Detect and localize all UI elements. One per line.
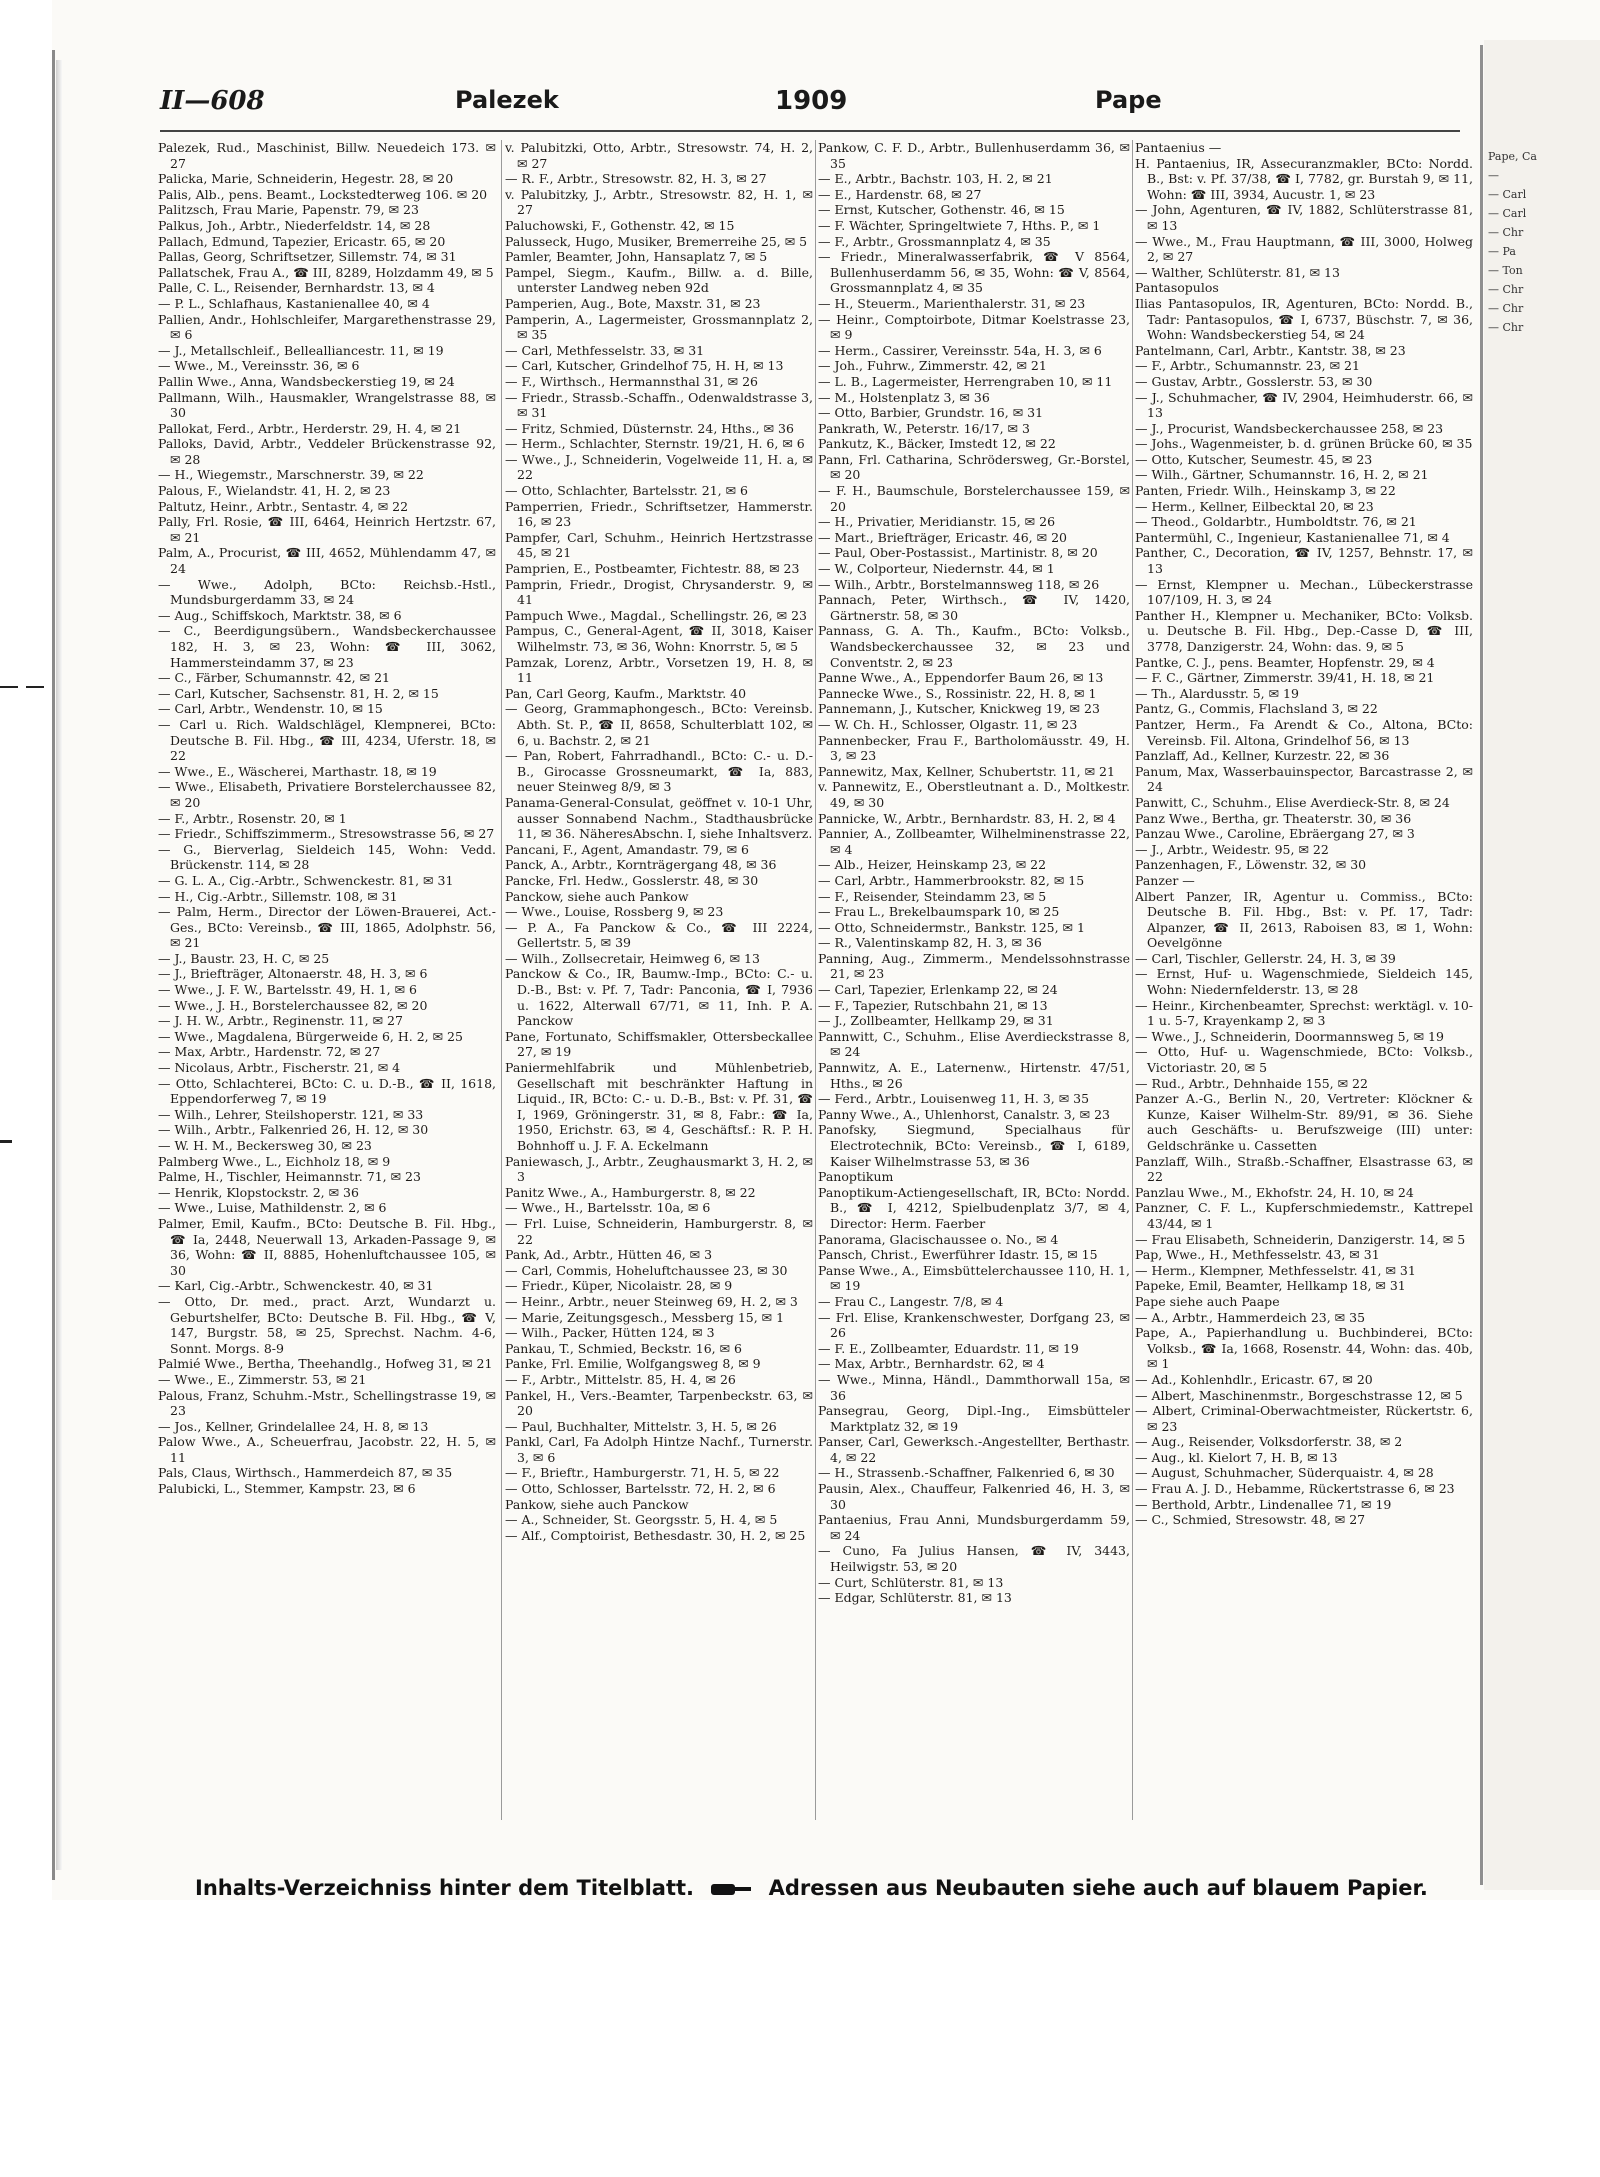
directory-entry: — F., Arbtr., Schumannstr. 23, ✉ 21 [1135,358,1360,374]
facing-page-text: — Pa [1488,245,1516,258]
margin-mark [0,1140,12,1143]
facing-page-text: — Chr [1488,283,1524,296]
directory-entry: — M., Holstenplatz 3, ✉ 36 [818,389,990,405]
directory-entry: Pallach, Edmund, Tapezier, Ericastr. 65, ✉ 20 [158,233,446,249]
directory-entry: — F. C., Gärtner, Zimmerstr. 39/41, H. 18, ✉ 21 [1135,670,1435,686]
facing-page-text: — Chr [1488,302,1524,315]
directory-entry: Palow Wwe., A., Scheuerfrau, Jacobstr. 22, H. 5, ✉ 11 [158,1434,496,1465]
directory-entry: — G. L. A., Cig.-Arbtr., Schwenckestr. 81, ✉ 31 [158,872,454,888]
directory-entry: — F., Wirthsch., Hermannsthal 31, ✉ 26 [505,373,758,389]
directory-entry: — Albert, Criminal-Oberwachtmeister, Rückertstr. 6, ✉ 23 [1135,1403,1473,1434]
directory-entry: — Otto, Barbier, Grundstr. 16, ✉ 31 [818,405,1044,421]
binding-edge [52,50,55,1880]
directory-entry: Pancke, Frl. Hedw., Gosslerstr. 48, ✉ 30 [505,872,759,888]
directory-entry: — F. E., Zollbeamter, Eduardstr. 11, ✉ 19 [818,1340,1079,1356]
directory-entry: — H., Strassenb.-Schaffner, Falkenried 6, ✉ 30 [818,1465,1115,1481]
directory-entry: Panz Wwe., Bertha, gr. Theaterstr. 30, ✉ 36 [1135,810,1412,826]
directory-entry: Pankel, H., Vers.-Beamter, Tarpenbeckstr. 63, ✉ 20 [505,1387,813,1419]
directory-entry: — Herm., Klempner, Methfesselstr. 41, ✉ 31 [1135,1262,1416,1278]
directory-entry: Paniermehlfabrik und Mühlenbetrieb, Gesellschaft mit beschränkter Haftung in Liquid., IR, BCto: C.- u. D.-B., Bst: v. Pf. 31, ☎ I, 1969, Gröningerstr. 31, ✉ 8, Fabr.: ☎ Ia, 1950, Erichstr. 63, ✉ 4, Geschäftsf.: R. P. H. Bohnhoff u. J. F. A. Eckelmann [505,1060,813,1153]
directory-entry: Pankrath, W., Peterstr. 16/17, ✉ 3 [818,420,1030,436]
directory-entry: Pannach, Peter, Wirthsch., ☎ IV, 1420, Gärtnerstr. 58, ✉ 30 [818,592,1130,623]
directory-entry: — Carl, Tischler, Gellerstr. 24, H. 3, ✉ 39 [1135,950,1396,966]
directory-entry: — Wwe., M., Vereinsstr. 36, ✉ 6 [158,358,360,374]
directory-entry: Pantaenius — [1135,140,1222,155]
facing-page-text: — Chr [1488,226,1524,239]
directory-entry: — Heinr., Kirchenbeamter, Sprechst: werktägl. v. 10-1 u. 5-7, Krayenkamp 2, ✉ 3 [1135,997,1473,1029]
directory-entry: Palmié Wwe., Bertha, Theehandlg., Hofweg 31, ✉ 21 [158,1356,493,1372]
directory-entry: — E., Arbtr., Bachstr. 103, H. 2, ✉ 21 [818,171,1053,187]
directory-entry: Pancani, F., Agent, Amandastr. 79, ✉ 6 [505,841,749,857]
directory-entry: Palm, A., Procurist, ☎ III, 4652, Mühlendamm 47, ✉ 24 [158,545,496,577]
running-header [160,86,1465,126]
directory-entry: — Wwe., Elisabeth, Privatiere Borstelerchaussee 82, ✉ 20 [158,779,496,810]
bottom-margin [0,1900,1600,2177]
directory-entry: — Wilh., Arbtr., Falkenried 26, H. 12, ✉ 30 [158,1122,429,1138]
directory-entry: Pals, Claus, Wirthsch., Hammerdeich 87, ✉ 35 [158,1465,453,1481]
directory-entry: — J., Zollbeamter, Hellkamp 29, ✉ 31 [818,1013,1054,1029]
directory-entry: Palme, H., Tischler, Heimannstr. 71, ✉ 23 [158,1169,421,1185]
directory-entry: — J. H. W., Arbtr., Reginenstr. 11, ✉ 27 [158,1013,403,1029]
footer-index-note: Inhalts-Verzeichniss hinter dem Titelblatt. [195,1876,695,1900]
directory-entry: Panum, Max, Wasserbauinspector, Barcastrasse 2, ✉ 24 [1135,763,1473,795]
directory-entry: — John, Agenturen, ☎ IV, 1882, Schlüterstrasse 81, ✉ 13 [1135,202,1473,233]
directory-entry: — E., Hardenstr. 68, ✉ 27 [818,186,982,202]
directory-entry: Palezek, Rud., Maschinist, Billw. Neuedeich 173. ✉ 27 [158,140,496,171]
directory-entry: — F. H., Baumschule, Borstelerchaussee 159, ✉ 20 [818,483,1130,514]
directory-entry: — R., Valentinskamp 82, H. 3, ✉ 36 [818,935,1042,951]
directory-entry: Palkus, Joh., Arbtr., Niederfeldstr. 14, ✉ 28 [158,217,431,233]
directory-entry: — Ernst, Kutscher, Gothenstr. 46, ✉ 15 [818,202,1065,218]
directory-entry: Pamzak, Lorenz, Arbtr., Vorsetzen 19, H. 8, ✉ 11 [505,654,813,686]
directory-entry: Pampfer, Carl, Schuhm., Heinrich Hertzstrasse 45, ✉ 21 [505,529,813,561]
directory-entry: Pallien, Andr., Hohlschleifer, Margarethenstrasse 29, ✉ 6 [158,311,496,343]
directory-entry: Pamprin, Friedr., Drogist, Chrysanderstr. 9, ✉ 41 [505,576,813,608]
directory-entry: — Wwe., J. F. W., Bartelsstr. 49, H. 1, ✉ 6 [158,982,418,998]
left-margin [0,0,52,2177]
directory-entry: — R. F., Arbtr., Stresowstr. 82, H. 3, ✉ 27 [505,171,767,187]
directory-entry: — L. B., Lagermeister, Herrengraben 10, ✉ 11 [818,373,1113,389]
margin-mark [0,686,18,688]
directory-entry: — Wilh., Lehrer, Steilshoperstr. 121, ✉ 33 [158,1106,424,1122]
directory-entry: — Alf., Comptoirist, Bethesdastr. 30, H. 2, ✉ 25 [505,1527,806,1543]
directory-entry: Panzlaff, Ad., Kellner, Kurzestr. 22, ✉ 36 [1135,748,1390,764]
directory-entry: — Wwe., Luise, Mathildenstr. 2, ✉ 6 [158,1200,387,1216]
directory-entry: Pannwitt, C., Schuhm., Elise Averdieckstrasse 8, ✉ 24 [818,1028,1130,1060]
facing-page-text: — Carl [1488,188,1527,201]
directory-entry: — Walther, Schlüterstr. 81, ✉ 13 [1135,264,1340,280]
binding-shadow [56,60,62,1870]
directory-entry: — F., Tapezier, Rutschbahn 21, ✉ 13 [818,997,1048,1013]
directory-entry: — Friedr., Küper, Nicolaistr. 28, ✉ 9 [505,1278,733,1294]
directory-entry: — J., Procurist, Wandsbeckerchaussee 258, ✉ 23 [1135,420,1444,436]
directory-entry: — F., Brieftr., Hamburgerstr. 71, H. 5, ✉ 22 [505,1465,780,1481]
header-rule [160,130,1460,132]
directory-entry: — Otto, Schneidermstr., Bankstr. 125, ✉ 1 [818,919,1085,935]
directory-entry: — C., Färber, Schumannstr. 42, ✉ 21 [158,670,390,686]
directory-entry: — A., Arbtr., Hammerdeich 23, ✉ 35 [1135,1309,1366,1325]
directory-entry: — Wwe., Minna, Händl., Dammthorwall 15a, ✉ 36 [818,1371,1130,1403]
directory-entry: Panzer — [1135,872,1195,888]
directory-entry: — H., Wiegemstr., Marschnerstr. 39, ✉ 22 [158,467,424,483]
directory-entry: Pantke, C. J., pens. Beamter, Hopfenstr. 29, ✉ 4 [1135,654,1435,670]
directory-entry: — Herm., Kellner, Eilbecktal 20, ✉ 23 [1135,498,1374,514]
directory-entry: — Frl. Luise, Schneiderin, Hamburgerstr. 8, ✉ 22 [505,1215,813,1247]
directory-column-2 [505,140,813,1820]
directory-entry: Pantaenius, Frau Anni, Mundsburgerdamm 59, ✉ 24 [818,1512,1130,1543]
directory-column-1 [158,140,496,1820]
directory-entry: Pamler, Beamter, John, Hansaplatz 7, ✉ 5 [505,249,768,265]
directory-entry: — Otto, Dr. med., pract. Arzt, Wundarzt u. Geburtshelfer, BCto: Deutsche B. Fil. Hbg., ☎ V, 147, Burgstr. 58, ✉ 25, Sprechst. Nachm. 4-6, Sonnt. Morgs. 8-9 [158,1293,496,1356]
directory-entry: — Wwe., E., Zimmerstr. 53, ✉ 21 [158,1371,367,1387]
directory-entry: — Frau L., Brekelbaumspark 10, ✉ 25 [818,904,1060,920]
directory-entry: — F., Reisender, Steindamm 23, ✉ 5 [818,888,1047,904]
directory-entry: Pallmann, Wilh., Hausmakler, Wrangelstrasse 88, ✉ 30 [158,389,496,421]
column-divider [501,140,502,1820]
directory-entry: Palmberg Wwe., L., Eichholz 18, ✉ 9 [158,1153,391,1169]
directory-entry: Panck, A., Arbtr., Kornträgergang 48, ✉ 36 [505,857,777,873]
directory-entry: Pannewitz, Max, Kellner, Schubertstr. 11, ✉ 21 [818,763,1115,779]
directory-entry: — Georg, Grammaphongesch., BCto: Vereinsb. Abth. St. P., ☎ II, 8658, Schulterblatt 102, ✉ 6, u. Bachstr. 2, ✉ 21 [505,701,813,748]
header-year: 1909 [775,86,848,116]
directory-entry: Palloks, David, Arbtr., Veddeler Brückenstrasse 92, ✉ 28 [158,436,496,467]
directory-entry: — Nicolaus, Arbtr., Fischerstr. 21, ✉ 4 [158,1060,401,1076]
directory-entry: Paniewasch, J., Arbtr., Zeughausmarkt 3, H. 2, ✉ 3 [505,1153,813,1185]
directory-entry: — Aug., Schiffskoch, Marktstr. 38, ✉ 6 [158,607,402,623]
directory-entry: — Wwe., J. H., Borstelerchaussee 82, ✉ 20 [158,997,428,1013]
directory-entry: Pankow, C. F. D., Arbtr., Bullenhuserdamm 36, ✉ 35 [818,140,1130,171]
directory-entry: — Friedr., Schiffszimmerm., Stresowstrasse 56, ✉ 27 [158,826,495,842]
directory-entry: Panckow & Co., IR, Baumw.-Imp., BCto: C.- u. D.-B., Bst: v. Pf. 7, Tadr: Panconia, ☎ I, 7936 u. 1622, Alterwall 67/71, ✉ 11, Inh. P. A. Panckow [505,966,813,1029]
directory-entry: Pankl, Carl, Fa Adolph Hintze Nachf., Turnerstr. 3, ✉ 6 [505,1434,813,1465]
directory-entry: Panne Wwe., A., Eppendorfer Baum 26, ✉ 13 [818,670,1104,686]
directory-entry: — Aug., kl. Kielort 7, H. B, ✉ 13 [1135,1449,1338,1465]
directory-entry: Pantermühl, C., Ingenieur, Kastanienallee 71, ✉ 4 [1135,529,1450,545]
directory-entry: Pamperrien, Friedr., Schriftsetzer, Hammerstr. 16, ✉ 23 [505,498,813,530]
directory-entry: — Theod., Goldarbtr., Humboldtstr. 76, ✉ 21 [1135,514,1417,530]
directory-entry: Pansegrau, Georg, Dipl.-Ing., Eimsbütteler Marktplatz 32, ✉ 19 [818,1403,1130,1434]
directory-entry: — Albert, Maschinenmstr., Borgeschstrasse 12, ✉ 5 [1135,1387,1463,1403]
directory-entry: — Wilh., Zollsecretair, Heimweg 6, ✉ 13 [505,950,760,966]
directory-entry: — Otto, Schlosser, Bartelsstr. 72, H. 2, ✉ 6 [505,1481,776,1497]
directory-entry: Panser, Carl, Gewerksch.-Angestellter, Berthastr. 4, ✉ 22 [818,1434,1130,1465]
directory-entry: — Wilh., Packer, Hütten 124, ✉ 3 [505,1325,715,1341]
directory-entry: Albert Panzer, IR, Agentur u. Commiss., BCto: Deutsche B. Fil. Hbg., Bst: v. Pf. 17, Tadr: Alpanzer, ☎ II, 2613, Raboisen 83, ✉ 1, Wohn: Oevelgönne [1135,888,1473,951]
directory-column-3 [818,140,1130,1820]
directory-entry: — Ad., Kohlenhdlr., Ericastr. 67, ✉ 20 [1135,1371,1373,1387]
directory-entry: — Wwe., M., Frau Hauptmann, ☎ III, 3000, Holweg 2, ✉ 27 [1135,233,1473,265]
directory-entry: Panckow, siehe auch Pankow [505,888,689,904]
directory-entry: — Frl. Elise, Krankenschwester, Dorfgang 23, ✉ 26 [818,1309,1130,1341]
directory-entry: Panwitt, C., Schuhm., Elise Averdieck-Str. 8, ✉ 24 [1135,794,1450,810]
directory-entry: Pannier, A., Zollbeamter, Wilhelminenstrasse 22, ✉ 4 [818,826,1130,857]
directory-entry: — Alb., Heizer, Heinskamp 23, ✉ 22 [818,857,1047,873]
directory-entry: — F., Arbtr., Mittelstr. 85, H. 4, ✉ 26 [505,1371,736,1387]
directory-entry: Papeke, Emil, Beamter, Hellkamp 18, ✉ 31 [1135,1278,1406,1294]
directory-entry: — F. Wächter, Springeltwiete 7, Hths. P., ✉ 1 [818,217,1101,233]
directory-entry: — Carl, Kutscher, Grindelhof 75, H. H, ✉ 13 [505,358,784,374]
directory-entry: Panther, C., Decoration, ☎ IV, 1257, Behnstr. 17, ✉ 13 [1135,545,1473,577]
directory-entry: — F., Arbtr., Rosenstr. 20, ✉ 1 [158,810,347,826]
directory-entry: — Curt, Schlüterstr. 81, ✉ 13 [818,1574,1004,1590]
directory-entry: — Aug., Reisender, Volksdorferstr. 38, ✉ 2 [1135,1434,1403,1450]
directory-entry: Palitzsch, Frau Marie, Papenstr. 79, ✉ 23 [158,202,419,218]
directory-entry: Pamperin, A., Lagermeister, Grossmannplatz 2, ✉ 35 [505,311,813,343]
directory-entry: Panzlau Wwe., M., Ekhofstr. 24, H. 10, ✉ 24 [1135,1184,1414,1200]
directory-entry: Pampuch Wwe., Magdal., Schellingstr. 26, ✉ 23 [505,607,807,623]
directory-entry: Pampel, Siegm., Kaufm., Billw. a. d. Bille, unterster Landweg neben 92d [505,264,813,296]
directory-entry: Pallatschek, Frau A., ☎ III, 8289, Holzdamm 49, ✉ 5 [158,264,494,280]
directory-entry: Panzenhagen, F., Löwenstr. 32, ✉ 30 [1135,857,1367,873]
directory-entry: Panzau Wwe., Caroline, Ebräergang 27, ✉ 3 [1135,826,1415,842]
directory-entry: — F., Arbtr., Grossmannplatz 4, ✉ 35 [818,233,1051,249]
facing-page-text: — Chr [1488,321,1524,334]
directory-entry: — C., Schmied, Stresowstr. 48, ✉ 27 [1135,1512,1366,1528]
directory-entry: Pamprien, E., Postbeamter, Fichtestr. 88, ✉ 23 [505,561,800,577]
directory-entry: — Ernst, Huf- u. Wagenschmiede, Sieldeich 145, Wohn: Niedernfelderstr. 13, ✉ 28 [1135,966,1473,998]
directory-entry: — Herm., Cassirer, Vereinsstr. 54a, H. 3, ✉ 6 [818,342,1102,358]
directory-entry: Palous, Franz, Schuhm.-Mstr., Schellingstrasse 19, ✉ 23 [158,1387,496,1419]
directory-entry: Pankau, T., Schmied, Beckstr. 16, ✉ 6 [505,1340,743,1356]
directory-entry: Panzer A.-G., Berlin N., 20, Vertreter: Klöckner & Kunze, Kaiser Wilhelm-Str. 89/91, ✉ 36. Siehe auch Geschäfts- u. Berufszweige (III) unter: Geldschränke u. Cassetten [1135,1091,1473,1153]
directory-entry: — Jos., Kellner, Grindelallee 24, H. 8, ✉ 13 [158,1418,429,1434]
directory-entry: Pallokat, Ferd., Arbtr., Herderstr. 29, H. 4, ✉ 21 [158,420,462,436]
directory-entry: — Gustav, Arbtr., Gosslerstr. 53, ✉ 30 [1135,373,1373,389]
directory-entry: Palubicki, L., Stemmer, Kampstr. 23, ✉ 6 [158,1481,416,1497]
column-divider [815,140,816,1820]
directory-entry: — Herm., Schlachter, Sternstr. 19/21, H. 6, ✉ 6 [505,436,805,452]
directory-entry: — Otto, Schlachterei, BCto: C. u. D.-B., ☎ II, 1618, Eppendorferweg 7, ✉ 19 [158,1075,496,1107]
directory-entry: Panke, Frl. Emilie, Wolfgangsweg 8, ✉ 9 [505,1356,761,1372]
page-number: II—608 [160,86,265,116]
directory-entry: — W. H. M., Beckersweg 30, ✉ 23 [158,1138,372,1153]
directory-entry: — Ernst, Klempner u. Mechan., Lübeckerstrasse 107/109, H. 3, ✉ 24 [1135,576,1473,608]
directory-entry: — Carl, Tapezier, Erlenkamp 22, ✉ 24 [818,982,1058,998]
directory-entry: Pampus, C., General-Agent, ☎ II, 3018, Kaiser Wilhelmstr. 73, ✉ 36, Wohn: Knorrstr. 5, ✉ 5 [505,623,813,654]
directory-entry: — Wilh., Gärtner, Schumannstr. 16, H. 2, ✉ 21 [1135,467,1429,483]
directory-entry: Pallin Wwe., Anna, Wandsbeckerstieg 19, ✉ 24 [158,373,455,389]
directory-entry: — Wwe., Adolph, BCto: Reichsb.-Hstl., Mundsburgerdamm 33, ✉ 24 [158,576,496,608]
directory-entry: Pap, Wwe., H., Methfesselstr. 43, ✉ 31 [1135,1247,1380,1263]
header-last-word: Pape [1095,86,1162,114]
directory-entry: — Max, Arbtr., Bernhardstr. 62, ✉ 4 [818,1356,1045,1372]
directory-entry: Paltutz, Heinr., Arbtr., Sentastr. 4, ✉ 22 [158,498,409,514]
directory-entry: Panorama, Glacischaussee o. No., ✉ 4 [818,1231,1059,1247]
directory-entry: — H., Privatier, Meridianstr. 15, ✉ 26 [818,514,1056,530]
directory-entry: Paluchowski, F., Gothenstr. 42, ✉ 15 [505,217,735,233]
directory-entry: — J., Arbtr., Weidestr. 95, ✉ 22 [1135,841,1329,857]
directory-entry: — J., Briefträger, Altonaerstr. 48, H. 3, ✉ 6 [158,966,428,982]
directory-entry: Panther H., Klempner u. Mechaniker, BCto: Volksb. u. Deutsche B. Fil. Hbg., Dep.-Casse D, ☎ III, 3778, Danzigerstr. 24, Wohn: das. 9, ✉ 5 [1135,607,1473,654]
directory-entry: Panoptikum [818,1169,894,1185]
margin-mark [26,686,44,688]
directory-entry: — Wwe., Louise, Rossberg 9, ✉ 23 [505,904,724,920]
directory-entry: — Carl u. Rich. Waldschlägel, Klempnerei, BCto: Deutsche B. Fil. Hbg., ☎ III, 4234, Uferstr. 18, ✉ 22 [158,716,496,764]
header-first-word: Palezek [455,86,559,114]
directory-entry: — Karl, Cig.-Arbtr., Schwenckestr. 40, ✉ 31 [158,1278,434,1294]
directory-entry: — Friedr., Strassb.-Schaffn., Odenwaldstrasse 3, ✉ 31 [505,389,813,421]
directory-entry: — Wwe., Magdalena, Bürgerweide 6, H. 2, ✉ 25 [158,1028,463,1044]
directory-entry: — Carl, Commis, Hoheluftchaussee 23, ✉ 30 [505,1262,788,1278]
directory-entry: — Heinr., Comptoirbote, Ditmar Koelstrasse 23, ✉ 9 [818,311,1130,343]
directory-entry: — Otto, Huf- u. Wagenschmiede, BCto: Volksb., Victoriastr. 20, ✉ 5 [1135,1044,1473,1076]
directory-entry: — J., Baustr. 23, H. C, ✉ 25 [158,950,330,966]
directory-entry: Pamperien, Aug., Bote, Maxstr. 31, ✉ 23 [505,295,761,311]
directory-entry: — A., Schneider, St. Georgsstr. 5, H. 4, ✉ 5 [505,1512,778,1528]
directory-entry: — Carl, Kutscher, Sachsenstr. 81, H. 2, ✉ 15 [158,685,439,701]
pointing-hand-icon [711,1881,751,1897]
directory-entry: — Frau C., Langestr. 7/8, ✉ 4 [818,1293,1004,1309]
directory-entry: — W., Colporteur, Niedernstr. 44, ✉ 1 [818,561,1055,577]
directory-entry: Palmer, Emil, Kaufm., BCto: Deutsche B. Fil. Hbg., ☎ Ia, 2448, Neuerwall 13, Arkaden-Passage 9, ✉ 36, Wohn: ☎ II, 8885, Hohenluftchaussee 105, ✉ 30 [158,1215,496,1278]
facing-page-text: Pape, Ca [1488,150,1537,163]
facing-page-text: — [1488,169,1499,182]
facing-page [1484,40,1600,1890]
directory-entry: — G., Bierverlag, Sieldeich 145, Wohn: Vedd. Brückenstr. 114, ✉ 28 [158,841,496,873]
directory-entry: Pann, Frl. Catharina, Schrödersweg, Gr.-Borstel, ✉ 20 [818,451,1130,483]
directory-entry: — Carl, Arbtr., Wendenstr. 10, ✉ 15 [158,701,383,717]
directory-entry: Pankutz, K., Bäcker, Imstedt 12, ✉ 22 [818,436,1056,452]
directory-entry: — Wwe., J., Schneiderin, Vogelweide 11, H. a, ✉ 22 [505,451,813,483]
directory-entry: Pane, Fortunato, Schiffsmakler, Ottersbeckallee 27, ✉ 19 [505,1028,813,1060]
directory-entry: — Henrik, Klopstockstr. 2, ✉ 36 [158,1184,359,1200]
directory-entry: — Cuno, Fa Julius Hansen, ☎ IV, 3443, Heilwigstr. 53, ✉ 20 [818,1543,1130,1575]
directory-entry: Pank, Ad., Arbtr., Hütten 46, ✉ 3 [505,1247,713,1263]
directory-entry: Pannenbecker, Frau F., Bartholomäusstr. 49, H. 3, ✉ 23 [818,732,1130,764]
directory-entry: — Th., Alardusstr. 5, ✉ 19 [1135,685,1299,701]
gutter-line [1480,45,1483,1885]
directory-entry: Pape, A., Papierhandlung u. Buchbinderei, BCto: Volksb., ☎ Ia, 1668, Rosenstr. 44, Wohn: das. 40b, ✉ 1 [1135,1325,1473,1372]
directory-entry: Pallas, Georg, Schriftsetzer, Sillemstr. 74, ✉ 31 [158,249,457,265]
directory-entry: — Joh., Fuhrw., Zimmerstr. 42, ✉ 21 [818,358,1047,374]
directory-entry: — Edgar, Schlüterstr. 81, ✉ 13 [818,1590,1012,1606]
directory-entry: — Carl, Methfesselstr. 33, ✉ 31 [505,342,705,358]
directory-entry: — Ferd., Arbtr., Louisenweg 11, H. 3, ✉ 35 [818,1091,1090,1107]
directory-entry: Palous, F., Wielandstr. 41, H. 2, ✉ 23 [158,483,391,499]
directory-entry: — Wwe., H., Bartelsstr. 10a, ✉ 6 [505,1200,711,1216]
directory-entry: — P. A., Fa Panckow & Co., ☎ III 2224, Gellertstr. 5, ✉ 39 [505,919,813,951]
directory-entry: — Paul, Buchhalter, Mittelstr. 3, H. 5, ✉ 26 [505,1418,777,1434]
directory-entry: Pape siehe auch Paape [1135,1293,1280,1309]
directory-entry: Pantz, G., Commis, Flachsland 3, ✉ 22 [1135,701,1378,717]
directory-entry: — J., Metallschleif., Bellealliancestr. 11, ✉ 19 [158,342,444,358]
directory-entry: Panama-General-Consulat, geöffnet v. 10-1 Uhr, ausser Sonnabend Nachm., Stadthausbrücke 11, ✉ 36. NäheresAbschn. I, siehe Inhaltsverz. [505,794,813,842]
directory-entry: Panzner, C. F. L., Kupferschmiedemstr., Kattrepel 43/44, ✉ 1 [1135,1200,1473,1231]
directory-entry: Panzlaff, Wilh., Straßb.-Schaffner, Elsastrasse 63, ✉ 22 [1135,1153,1473,1185]
facing-page-text: — Carl [1488,207,1527,220]
directory-entry: — Johs., Wagenmeister, b. d. grünen Brücke 60, ✉ 35 [1135,436,1473,452]
column-divider [1132,140,1133,1820]
directory-entry: — H., Cig.-Arbtr., Sillemstr. 108, ✉ 31 [158,888,398,904]
directory-entry: Pantzer, Herm., Fa Arendt & Co., Altona, BCto: Vereinsb. Fil. Altona, Grindelhof 56, ✉ 13 [1135,716,1473,748]
directory-entry: — Paul, Ober-Postassist., Martinistr. 8, ✉ 20 [818,545,1098,561]
directory-entry: v. Palubitzki, Otto, Arbtr., Stresowstr. 74, H. 2, ✉ 27 [505,140,813,171]
directory-column-4 [1135,140,1473,1820]
directory-entry: Pannemann, J., Kutscher, Knickweg 19, ✉ 23 [818,701,1100,717]
directory-entry: Pantasopulos [1135,280,1219,296]
directory-entry: Palle, C. L., Reisender, Bernhardstr. 13, ✉ 4 [158,280,435,296]
directory-entry: — Max, Arbtr., Hardenstr. 72, ✉ 27 [158,1044,381,1060]
directory-entry: Pannass, G. A. Th., Kaufm., BCto: Volksb., Wandsbeckerchaussee 32, ✉ 23 und Conventstr. 2, ✉ 23 [818,623,1130,670]
footer-newbuildings-note: Adressen aus Neubauten siehe auch auf blauem Papier. [768,1876,1428,1900]
directory-entry: Pally, Frl. Rosie, ☎ III, 6464, Heinrich Hertzstr. 67, ✉ 21 [158,514,496,545]
directory-entry: — Wwe., J., Schneiderin, Doormannsweg 5, ✉ 19 [1135,1028,1444,1044]
directory-entry: v. Pannewitz, E., Oberstleutnant a. D., Moltkestr. 49, ✉ 30 [818,779,1130,810]
facing-page-text: — Ton [1488,264,1523,277]
directory-entry: Ilias Pantasopulos, IR, Agenturen, BCto: Nordd. B., Tadr: Pantasopulos, ☎ I, 6737, Büschstr. 7, ✉ 36, Wohn: Wandsbeckerstieg 54, ✉ 24 [1135,295,1473,343]
directory-entry: — Otto, Schlachter, Bartelsstr. 21, ✉ 6 [505,483,749,499]
directory-entry: Pan, Carl Georg, Kaufm., Marktstr. 40 [505,685,747,701]
directory-entry: Palis, Alb., pens. Beamt., Lockstedterweg 106. ✉ 20 [158,186,488,202]
directory-entry: Pausin, Alex., Chauffeur, Falkenried 46, H. 3, ✉ 30 [818,1481,1130,1512]
directory-entry: Pannwitz, A. E., Laternenw., Hirtenstr. 47/51, Hths., ✉ 26 [818,1060,1130,1091]
directory-entry: — Marie, Zeitungsgesch., Messberg 15, ✉ 1 [505,1309,785,1325]
directory-entry: Panning, Aug., Zimmerm., Mendelssohnstrasse 21, ✉ 23 [818,950,1130,982]
directory-entry: — Fritz, Schmied, Düsternstr. 24, Hths., ✉ 36 [505,420,794,436]
directory-entry: — J., Schuhmacher, ☎ IV, 2904, Heimhuderstr. 66, ✉ 13 [1135,389,1473,421]
directory-entry: Pannicke, W., Arbtr., Bernhardstr. 83, H. 2, ✉ 4 [818,810,1116,826]
directory-entry: Pankow, siehe auch Panckow [505,1496,689,1512]
directory-entry: — H., Steuerm., Marienthalerstr. 31, ✉ 23 [818,295,1086,311]
directory-entry: — Otto, Kutscher, Seumestr. 45, ✉ 23 [1135,451,1373,467]
directory-entry: Palusseck, Hugo, Musiker, Bremerreihe 25, ✉ 5 [505,233,808,249]
page-footer [195,1876,1445,1900]
directory-entry: Pannecke Wwe., S., Rossinistr. 22, H. 8, ✉ 1 [818,685,1097,701]
directory-entry: Pansch, Christ., Ewerführer Idastr. 15, ✉ 15 [818,1247,1098,1263]
directory-entry: Pantelmann, Carl, Arbtr., Kantstr. 38, ✉ 23 [1135,342,1406,358]
directory-entry: — Berthold, Arbtr., Lindenallee 71, ✉ 19 [1135,1496,1392,1512]
directory-entry: — Friedr., Mineralwasserfabrik, ☎ V 8564, Bullenhuserdamm 56, ✉ 35, Wohn: ☎ V, 8564, Grossmannplatz 4, ✉ 35 [818,249,1130,296]
directory-entry: Panse Wwe., A., Eimsbüttelerchaussee 110, H. 1, ✉ 19 [818,1262,1130,1294]
directory-entry: Panten, Friedr. Wilh., Heinskamp 3, ✉ 22 [1135,483,1396,499]
directory-entry: Palicka, Marie, Schneiderin, Hegestr. 28, ✉ 20 [158,171,454,187]
directory-entry: Panofsky, Siegmund, Specialhaus für Electrotechnik, BCto: Vereinsb., ☎ I, 6189, Kaiser Wilhelmstrasse 53, ✉ 36 [818,1122,1130,1169]
directory-entry: v. Palubitzky, J., Arbtr., Stresowstr. 82, H. 1, ✉ 27 [505,186,813,218]
directory-entry: — W. Ch. H., Schlosser, Olgastr. 11, ✉ 23 [818,716,1078,732]
directory-entry: Panoptikum-Actiengesellschaft, IR, BCto: Nordd. B., ☎ I, 4212, Spielbudenplatz 3/7, ✉ 4, Director: Herm. Faerber [818,1184,1130,1231]
directory-entry: Panitz Wwe., A., Hamburgerstr. 8, ✉ 22 [505,1184,756,1200]
directory-entry: — Wwe., E., Wäscherei, Marthastr. 18, ✉ 19 [158,763,437,779]
directory-entry: — Pan, Robert, Fahrradhandl., BCto: C.- u. D.-B., Girocasse Grossneumarkt, ☎ Ia, 883, neuer Steinweg 8/9, ✉ 3 [505,748,813,795]
directory-entry: — Rud., Arbtr., Dehnhaide 155, ✉ 22 [1135,1075,1368,1091]
directory-entry: — Mart., Briefträger, Ericastr. 46, ✉ 20 [818,529,1067,545]
directory-entry: — C., Beerdigungsübern., Wandsbeckerchaussee 182, H. 3, ✉ 23, Wohn: ☎ III, 3062, Hammersteindamm 37, ✉ 23 [158,623,496,670]
directory-entry: — Heinr., Arbtr., neuer Steinweg 69, H. 2, ✉ 3 [505,1293,798,1309]
directory-entry: — Frau A. J. D., Hebamme, Rückertstrasse 6, ✉ 23 [1135,1481,1455,1497]
directory-entry: — Palm, Herm., Director der Löwen-Brauerei, Act.-Ges., BCto: Vereinsb., ☎ III, 1865, Adolphstr. 56, ✉ 21 [158,904,496,951]
directory-entry: — Wilh., Arbtr., Borstelmannsweg 118, ✉ 26 [818,576,1100,592]
directory-entry: — Frau Elisabeth, Schneiderin, Danzigerstr. 14, ✉ 5 [1135,1231,1466,1247]
directory-entry: H. Pantaenius, IR, Assecuranzmakler, BCto: Nordd. B., Bst: v. Pf. 37/38, ☎ I, 7782, gr. Burstah 9, ✉ 11, Wohn: ☎ III, 3934, Aucustr. 1, ✉ 23 [1135,155,1473,202]
directory-entry: Panny Wwe., A., Uhlenhorst, Canalstr. 3, ✉ 23 [818,1106,1110,1122]
directory-entry: — Carl, Arbtr., Hammerbrookstr. 82, ✉ 15 [818,872,1085,888]
directory-entry: — P. L., Schlafhaus, Kastanienallee 40, ✉ 4 [158,295,430,311]
directory-entry: — August, Schuhmacher, Süderquaistr. 4, ✉ 28 [1135,1465,1434,1481]
